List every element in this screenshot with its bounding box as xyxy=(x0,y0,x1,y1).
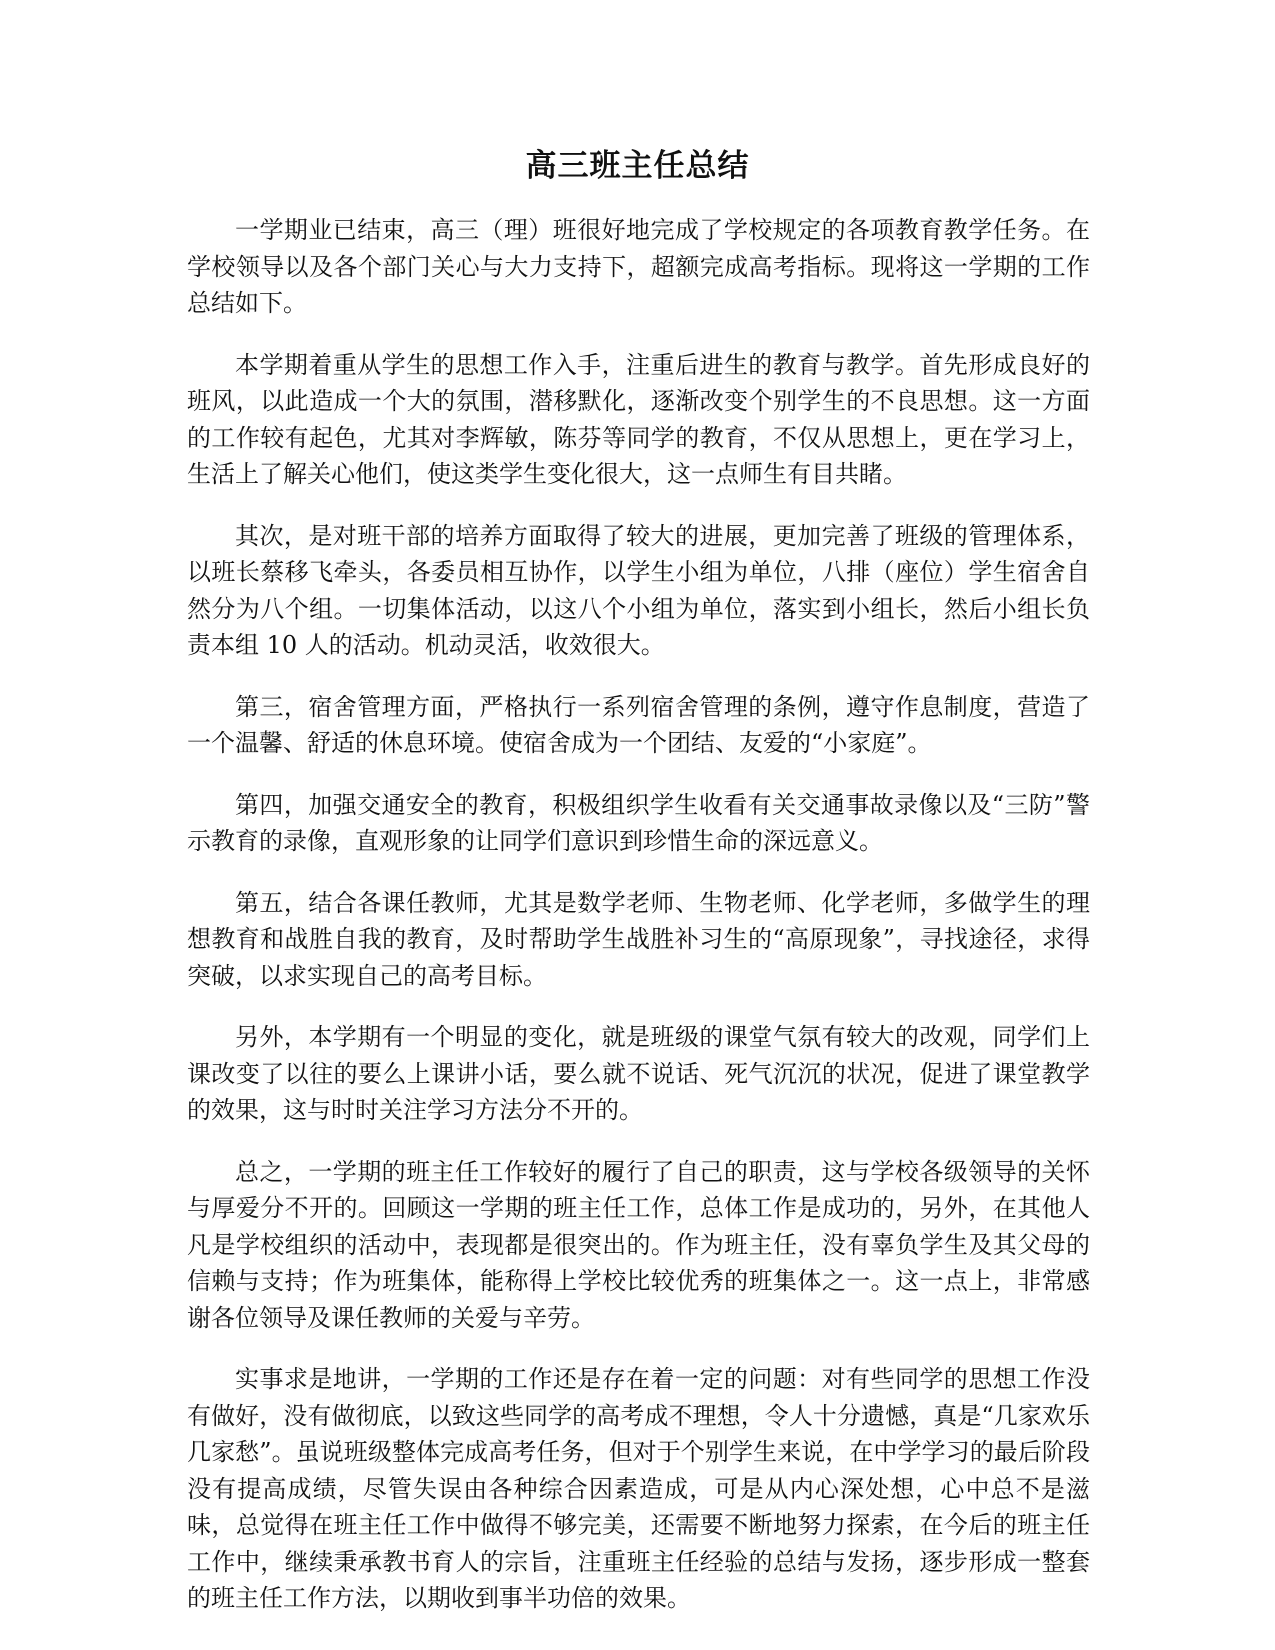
document-title: 高三班主任总结 xyxy=(525,148,750,184)
paragraph-traffic-safety: 第四，加强交通安全的教育，积极组织学生收看有关交通事故录像以及“三防”警示教育的录像，直观形象的让同学们意识到珍惜生命的深远意义。 xyxy=(187,790,1090,855)
paragraph-dormitory: 第三，宿舍管理方面，严格执行一系列宿舍管理的条例，遵守作息制度，营造了一个温馨、舒适的休息环境。使宿舍成为一个团结、友爱的“小家庭”。 xyxy=(187,692,1090,757)
paragraph-problems: 实事求是地讲，一学期的工作还是存在着一定的问题：对有些同学的思想工作没有做好，没有做彻底，以致这些同学的高考成不理想，令人十分遗憾，真是“几家欢乐几家愁”。虽说班级整体完成高考任务，但对于个别学生来说，在中学学习的最后阶段没有提高成绩，尽管失误由各种综合因素造成，可是从内心深处想，心中总不是滋味，总觉得在班主任工作中做得不够完美，还需要不断地努力探索，在今后的班主任工作中，继续秉承教书育人的宗旨，注重班主任经验的总结与发扬，逐步形成一整套的班主任工作方法，以期收到事半功倍的效果。 xyxy=(187,1365,1090,1612)
paragraph-ideological-work: 本学期着重从学生的思想工作入手，注重后进生的教育与教学。首先形成良好的班风，以此造成一个大的氛围，潜移默化，逐渐改变个别学生的不良思想。这一方面的工作较有起色，尤其对李辉敏，陈芬等同学的教育，不仅从思想上，更在学习上，生活上了解关心他们，使这类学生变化很大，这一点师生有目共睹。 xyxy=(187,350,1090,488)
paragraph-teachers-cooperation: 第五，结合各课任教师，尤其是数学老师、生物老师、化学老师，多做学生的理想教育和战胜自我的教育，及时帮助学生战胜补习生的“高原现象”，寻找途径，求得突破，以求实现自己的高考目标。 xyxy=(187,888,1090,990)
document-body xyxy=(187,212,1090,1642)
paragraph-intro: 一学期业已结束，高三（理）班很好地完成了学校规定的各项教育教学任务。在学校领导以及各个部门关心与大力支持下，超额完成高考指标。现将这一学期的工作总结如下。 xyxy=(187,216,1090,317)
paragraph-summary: 总之，一学期的班主任工作较好的履行了自己的职责，这与学校各级领导的关怀与厚爱分不开的。回顾这一学期的班主任工作，总体工作是成功的，另外，在其他人凡是学校组织的活动中，表现都是很突出的。作为班主任，没有辜负学生及其父母的信赖与支持；作为班集体，能称得上学校比较优秀的班集体之一。这一点上，非常感谢各位领导及课任教师的关爱与辛劳。 xyxy=(187,1157,1090,1332)
paragraph-classroom-atmosphere: 另外，本学期有一个明显的变化，就是班级的课堂气氛有较大的改观，同学们上课改变了以往的要么上课讲小话，要么就不说话、死气沉沉的状况，促进了课堂教学的效果，这与时时关注学习方法分不开的。 xyxy=(187,1023,1090,1124)
paragraph-class-cadres: 其次，是对班干部的培养方面取得了较大的进展，更加完善了班级的管理体系，以班长蔡移飞牵头，各委员相互协作，以学生小组为单位，八排（座位）学生宿舍自然分为八个组。一切集体活动，以这八个小组为单位，落实到小组长，然后小组长负责本组 10 人的活动。机动灵活，收效很大。 xyxy=(187,521,1090,659)
